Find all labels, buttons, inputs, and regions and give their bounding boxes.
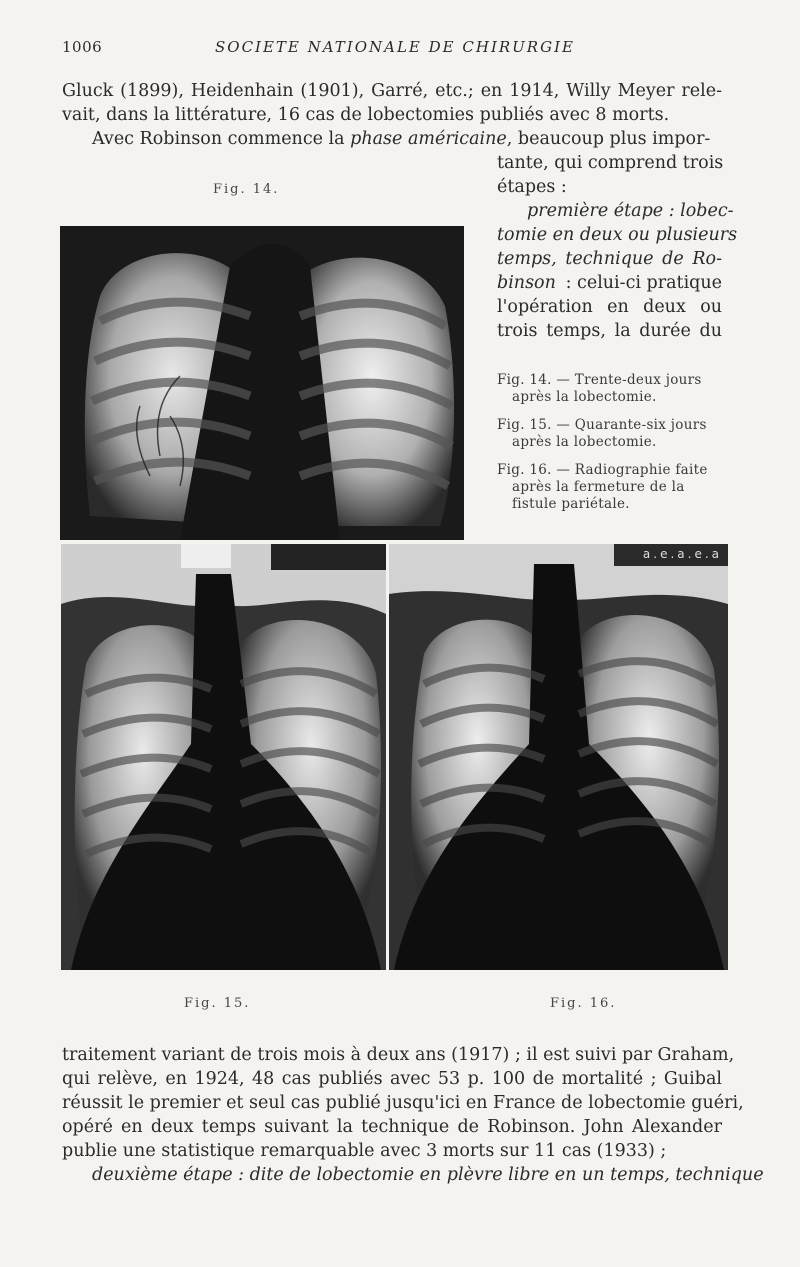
text-line: trois temps, la durée du	[497, 321, 722, 341]
page-number: 1006	[62, 38, 103, 56]
caption-line: après la lobectomie.	[512, 389, 657, 405]
text-segment: : celui-ci pratique	[565, 273, 722, 293]
figure-label-15: Fig. 15.	[184, 996, 251, 1011]
text-line	[497, 272, 722, 296]
text-line: réussit le premier et seul cas publié jusqu'ici en France de lobectomie guéri,	[62, 1093, 744, 1113]
xray-figure-16	[389, 544, 728, 970]
text-line-italic: première étape : lobec-	[527, 201, 734, 221]
text-line-italic: temps, technique de Ro-	[497, 249, 722, 269]
text-line: vait, dans la littérature, 16 cas de lobectomies publiés avec 8 morts.	[62, 105, 670, 125]
text-line: publie une statistique remarquable avec 3 morts sur 11 cas (1933) ;	[62, 1141, 667, 1161]
plate-marking: a.e.a.e.a	[642, 547, 722, 561]
text-line-italic: tomie en deux ou plusieurs	[497, 225, 738, 245]
text-line: Gluck (1899), Heidenhain (1901), Garré, etc.; en 1914, Willy Meyer rele-	[62, 81, 722, 101]
text-line-italic: deuxième étape : dite de lobectomie en plèvre libre en un temps, technique	[92, 1165, 764, 1185]
caption-line: Fig. 16. — Radiographie faite	[497, 462, 708, 478]
caption-line: fistule pariétale.	[512, 496, 630, 512]
text-line: traitement variant de trois mois à deux ans (1917) ; il est suivi par Graham,	[62, 1045, 735, 1065]
caption-line: Fig. 14. — Trente-deux jours	[497, 372, 702, 388]
caption-line: après la fermeture de la	[512, 479, 685, 495]
text-line: qui relève, en 1924, 48 cas publiés avec 53 p. 100 de mortalité ; Guibal	[62, 1069, 722, 1089]
text-segment-italic: phase américaine	[350, 129, 507, 149]
text-line: tante, qui comprend trois	[497, 153, 724, 173]
text-line	[92, 128, 722, 152]
text-segment: Avec Robinson commence la	[92, 129, 351, 149]
text-line: opéré en deux temps suivant la technique de Robinson. John Alexander	[62, 1117, 722, 1137]
xray-figure-14	[60, 226, 464, 540]
figure-label-14: Fig. 14.	[213, 182, 280, 197]
text-segment-italic: binson	[497, 273, 556, 293]
text-line: l'opération en deux ou	[497, 297, 722, 317]
caption-line: Fig. 15. — Quarante-six jours	[497, 417, 707, 433]
running-title: SOCIETE NATIONALE DE CHIRURGIE	[215, 38, 575, 56]
text-segment: , beaucoup plus impor-	[506, 129, 711, 149]
caption-line: après la lobectomie.	[512, 434, 657, 450]
xray-figure-15	[61, 544, 386, 970]
figure-label-16: Fig. 16.	[550, 996, 617, 1011]
text-line: étapes :	[497, 177, 567, 197]
